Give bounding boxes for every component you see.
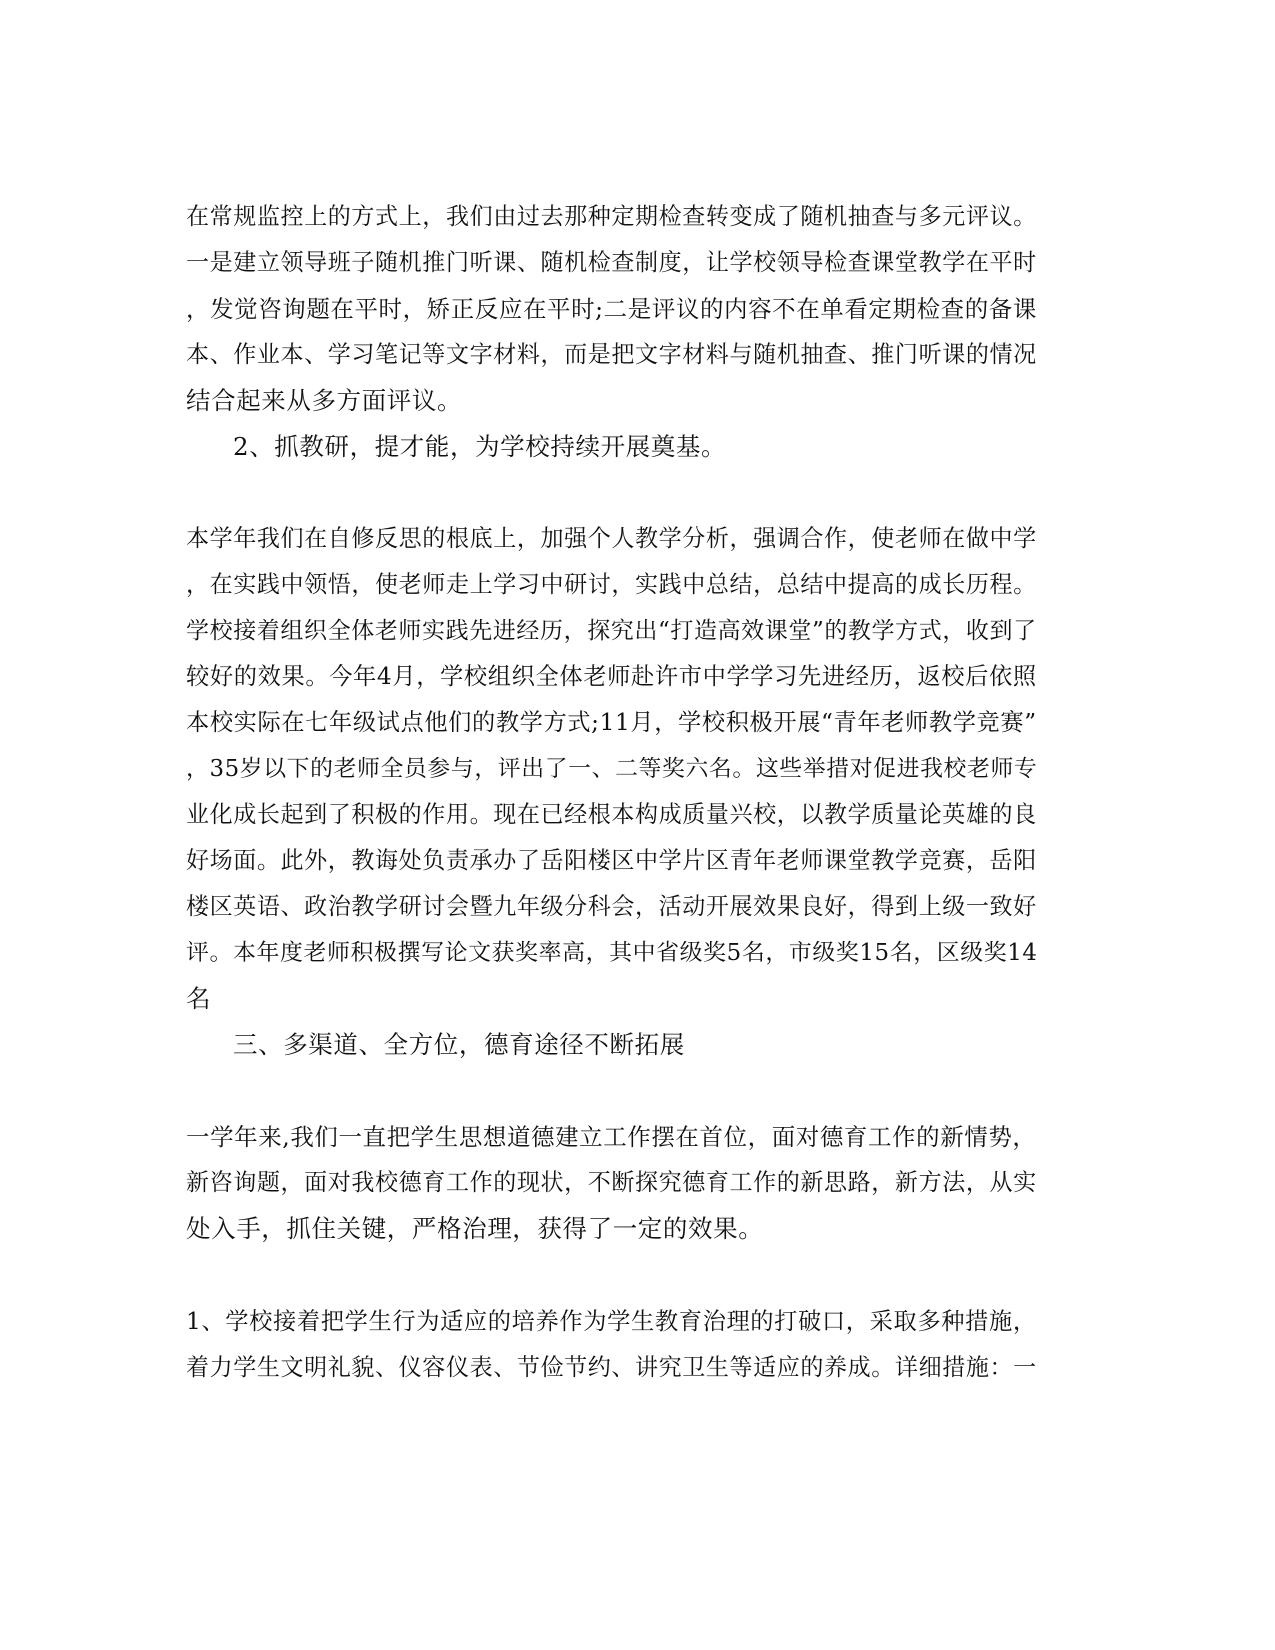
paragraph-2-line-8: 好场面。此外，教诲处负责承办了岳阳楼区中学片区青年老师课堂教学竞赛，岳阳 [186,848,1037,874]
paragraph-2-line-10: 评。本年度老师积极撰写论文获奖率高，其中省级奖5名，市级奖15名，区级奖14 [186,940,1038,966]
paragraph-3-line-2: 新咨询题，面对我校德育工作的现状，不断探究德育工作的新思路，新方法，从实 [186,1170,1037,1196]
paragraph-4-line-1: 1、学校接着把学生行为适应的培养作为学生教育治理的打破口，采取多种措施， [186,1308,1037,1335]
section-heading-2: 2、抓教研，提才能，为学校持续开展奠基。 [233,432,727,461]
section-heading-3: 三、多渠道、全方位，德育途径不断拓展 [233,1030,685,1059]
paragraph-2-line-9: 楼区英语、政治教学研讨会暨九年级分科会，活动开展效果良好，得到上级一致好 [186,894,1037,920]
paragraph-1-line-3: ，发觉咨询题在平时，矫正反应在平时;二是评议的内容不在单看定期检查的备课 [186,295,1037,323]
paragraph-3-line-3: 处入手，抓住关键，严格治理，获得了一定的效果。 [186,1214,764,1243]
paragraph-1-line-1: 在常规监控上的方式上，我们由过去那种定期检查转变成了随机抽查与多元评议。 [186,204,1037,230]
paragraph-2-line-11: 名 [186,984,212,1013]
paragraph-2-line-7: 业化成长起到了积极的作用。现在已经根本构成质量兴校，以教学质量论英雄的良 [186,802,1037,828]
paragraph-4-line-2: 着力学生文明礼貌、仪容仪表、节俭节约、讲究卫生等适应的养成。详细措施：一 [186,1355,1037,1381]
paragraph-1-line-5: 结合起来从多方面评议。 [186,386,463,415]
paragraph-1-line-2: 一是建立领导班子随机推门听课、随机检查制度，让学校领导检查课堂教学在平时 [186,250,1037,276]
paragraph-2-line-3: 学校接着组织全体老师实践先进经历，探究出“打造高效课堂”的教学方式，收到了 [186,618,1037,644]
paragraph-3-line-1: 一学年来,我们一直把学生思想道德建立工作摆在首位，面对德育工作的新情势， [186,1123,1037,1151]
paragraph-2-line-1: 本学年我们在自修反思的根底上，加强个人教学分析，强调合作，使老师在做中学 [186,526,1037,552]
paragraph-2-line-5: 本校实际在七年级试点他们的教学方式;11月，学校积极开展“青年老师教学竞赛” [186,709,1037,736]
paragraph-2-line-2: ，在实践中领悟，使老师走上学习中研讨，实践中总结，总结中提高的成长历程。 [186,572,1037,598]
paragraph-2-line-4: 较好的效果。今年4月，学校组织全体老师赴许市中学学习先进经历，返校后依照 [186,663,1037,690]
paragraph-2-line-6: ，35岁以下的老师全员参与，评出了一、二等奖六名。这些举措对促进我校老师专 [186,756,1038,782]
paragraph-1-line-4: 本、作业本、学习笔记等文字材料，而是把文字材料与随机抽查、推门听课的情况 [186,342,1037,368]
